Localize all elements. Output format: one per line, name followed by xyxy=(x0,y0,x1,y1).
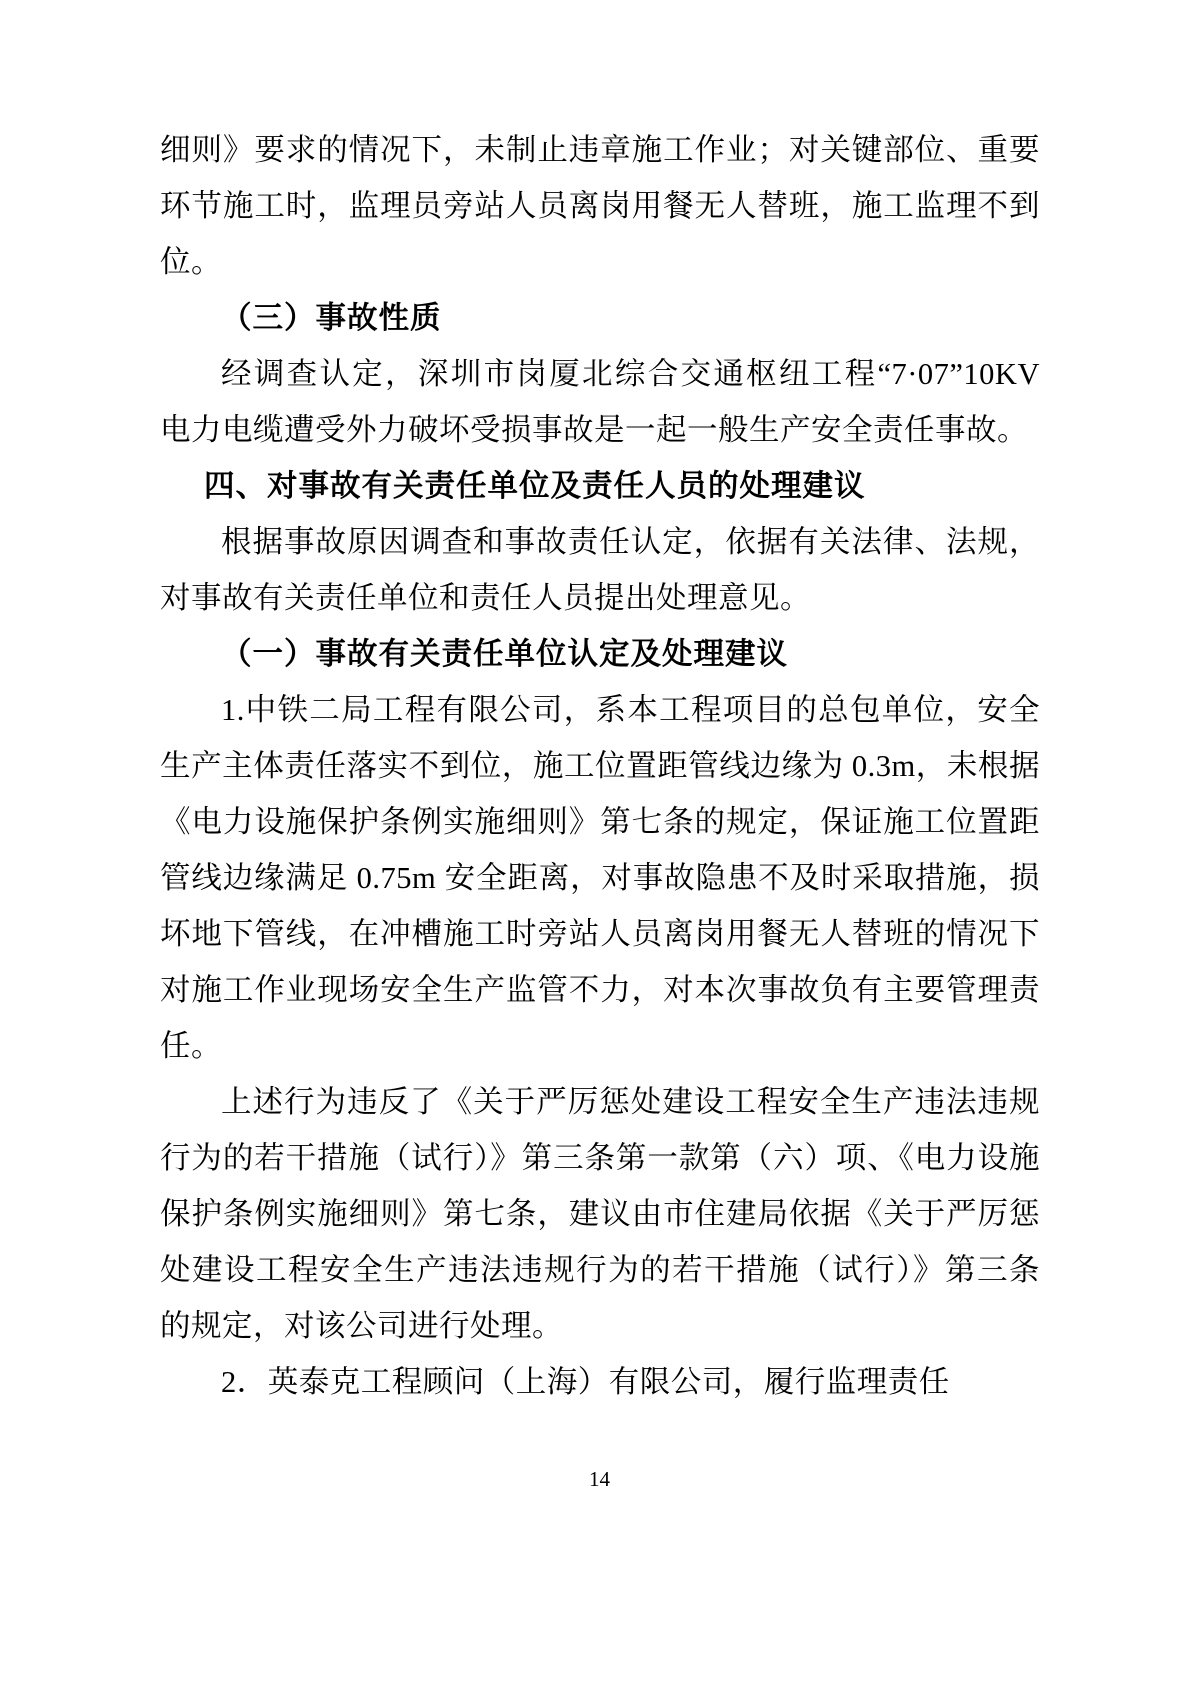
paragraph-item-1: 1.中铁二局工程有限公司，系本工程项目的总包单位，安全生产主体责任落实不到位，施工位置距管线边缘为 0.3m，未根据《电力设施保护条例实施细则》第七条的规定，保证施工位置距管线边缘满足 0.75m 安全距离，对事故隐患不及时采取措施，损坏地下管线，在冲槽施工时旁站人员离岗用餐无人替班的情况下对施工作业现场安全生产监管不力，对本次事故负有主要管理责任。 xyxy=(160,693,1040,1063)
paragraph-basis: 根据事故原因调查和事故责任认定，依据有关法律、法规，对事故有关责任单位和责任人员提出处理意见。 xyxy=(160,525,1040,615)
paragraph-item-2: 2．英泰克工程顾问（上海）有限公司，履行监理责任 xyxy=(221,1365,950,1399)
paragraph-accident-nature: 经调查认定，深圳市岗厦北综合交通枢纽工程“7·07”10KV 电力电缆遭受外力破坏受损事故是一起一般生产安全责任事故。 xyxy=(160,357,1040,447)
section-heading-accident-nature: （三）事故性质 xyxy=(221,301,442,335)
page-number: 14 xyxy=(589,1467,610,1491)
paragraph-continuation: 细则》要求的情况下，未制止违章施工作业；对关键部位、重要环节施工时，监理员旁站人员离岗用餐无人替班，施工监理不到位。 xyxy=(160,133,1040,279)
document-body xyxy=(160,122,1040,1410)
subsection-heading-units: （一）事故有关责任单位认定及处理建议 xyxy=(221,637,788,671)
paragraph-item-1-violations: 上述行为违反了《关于严厉惩处建设工程安全生产违法违规行为的若干措施（试行）》第三条第一款第（六）项、《电力设施保护条例实施细则》第七条，建议由市住建局依据《关于严厉惩处建设工程安全生产违法违规行为的若干措施（试行）》第三条的规定，对该公司进行处理。 xyxy=(160,1085,1040,1343)
section-heading-recommendations: 四、对事故有关责任单位及责任人员的处理建议 xyxy=(204,469,866,503)
